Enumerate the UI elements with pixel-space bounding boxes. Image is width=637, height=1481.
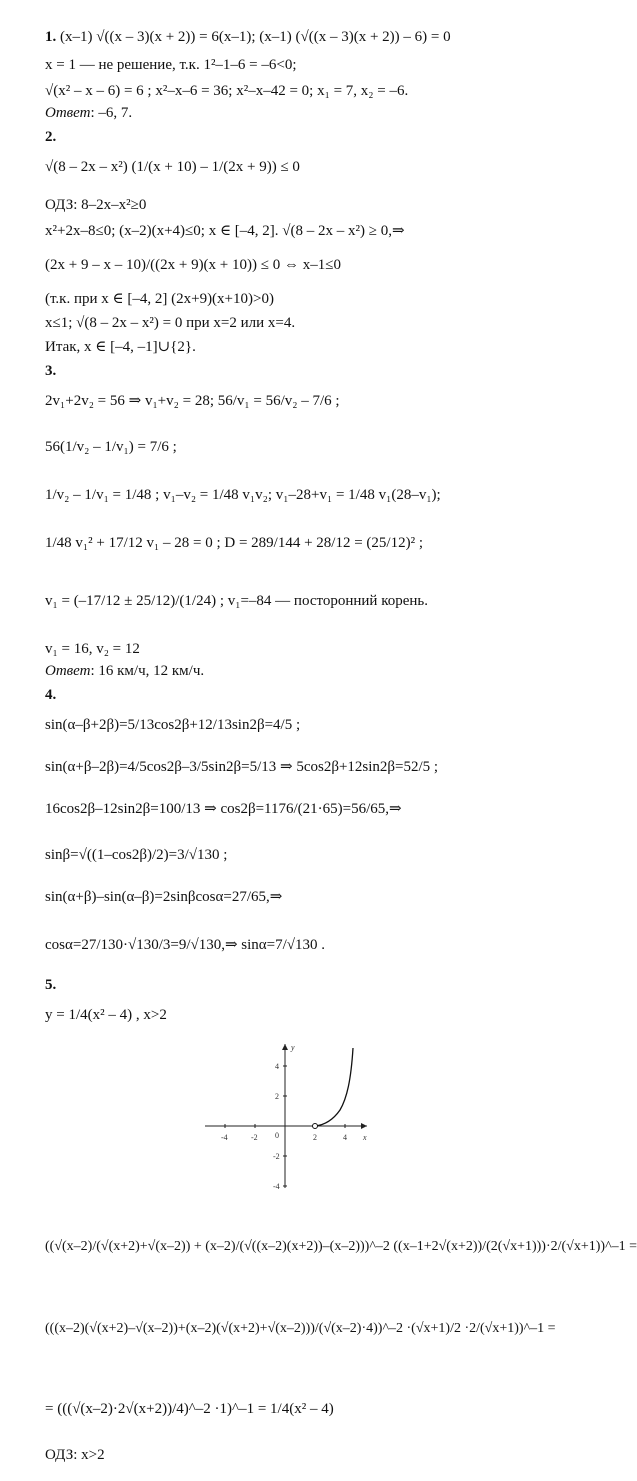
x-axis-label: x: [363, 1133, 367, 1142]
y-tick-label: -4: [273, 1182, 280, 1191]
y-tick-label: 4: [275, 1062, 279, 1071]
s5-odz: ОДЗ: x>2: [45, 1447, 105, 1463]
s4-line4: sinβ=√((1–cos2β)/2)=3/√130 ;: [45, 847, 228, 863]
s1-answer-label: Ответ: [45, 105, 91, 121]
s3-number: 3.: [45, 363, 57, 379]
s2-line5: (т.к. при x ∈ [–4, 2] (2x+9)(x+10)>0): [45, 291, 274, 307]
s4-line5: sin(α+β)–sin(α–β)=2sinβcosα=27/65,⇒: [45, 889, 283, 905]
s1-answer-line: [45, 104, 132, 122]
s3-answer: : 16 км/ч, 12 км/ч.: [90, 663, 205, 679]
s5-expression-1: ((√(x–2)/(√(x+2)+√(x–2)) + (x–2)/(√((x–2)(x+2))–(x–2)))^–2 ((x–1+2√(x+2))/(2(√x+1)))·2/(√x+1))^–1 =: [45, 1239, 637, 1254]
s4-line6: cosα=27/130·√130/3=9/√130,⇒ sinα=7/√130 .: [45, 937, 326, 953]
s5-expression-2: (((x–2)(√(x+2)–√(x–2))+(x–2)(√(x+2)+√(x–2)))/(√(x–2)·4))^–2 ·(√x+1)/2 ·2/(√x+1))^–1 =: [45, 1321, 556, 1336]
s1-line1: [45, 28, 451, 46]
s5-function: y = 1/4(x² – 4) , x>2: [45, 1007, 167, 1023]
s4-line1: sin(α–β+2β)=5/13cos2β+12/13sin2β=4/5 ;: [45, 717, 301, 733]
s3-line2: 56(1/v₂ – 1/v₁) = 7/6 ;: [45, 439, 177, 455]
s5-number: 5.: [45, 977, 57, 993]
origin-label: 0: [275, 1131, 279, 1140]
s2-line6: x≤1; √(8 – 2x – x²) = 0 при x=2 или x=4.: [45, 315, 296, 331]
function-curve: [315, 1048, 353, 1126]
s3-answer-line: [45, 662, 204, 680]
s1-number: 1.: [45, 29, 57, 45]
open-point: [313, 1124, 318, 1129]
s4-line2: sin(α+β–2β)=4/5cos2β–3/5sin2β=5/13 ⇒ 5cos2β+12sin2β=52/5 ;: [45, 759, 439, 775]
s1-line3: √(x² – x – 6) = 6 ; x²–x–6 = 36; x²–x–42 = 0; x₁ = 7, x₂ = –6.: [45, 83, 409, 99]
s1-answer: : –6, 7.: [90, 105, 133, 121]
s3-line6: v₁ = 16, v₂ = 12: [45, 641, 140, 657]
s2-inequality: √(8 – 2x – x²) (1/(x + 10) – 1/(2x + 9)) ≤ 0: [45, 159, 300, 175]
y-axis-label: y: [291, 1043, 295, 1052]
x-tick-label: -4: [221, 1133, 228, 1142]
s2-line4: (2x + 9 – x – 10)/((2x + 9)(x + 10)) ≤ 0 ⇔ x–1≤0: [45, 257, 341, 273]
s1-line2: x = 1 — не решение, т.к. 1²–1–6 = –6<0;: [45, 57, 297, 73]
s1-equation: (x–1) √((x – 3)(x + 2)) = 6(x–1); (x–1) (√((x – 3)(x + 2)) – 6) = 0: [60, 29, 451, 45]
s3-line4: 1/48 v₁² + 17/12 v₁ – 28 = 0 ; D = 289/144 + 28/12 = (25/12)² ;: [45, 535, 423, 551]
s3-line3: 1/v₂ – 1/v₁ = 1/48 ; v₁–v₂ = 1/48 v₁v₂; v₁–28+v₁ = 1/48 v₁(28–v₁);: [45, 487, 441, 503]
s2-number: 2.: [45, 129, 57, 145]
s5-expression-3: = (((√(x–2)·2√(x+2))/4)^–2 ·1)^–1 = 1/4(x² – 4): [45, 1401, 334, 1417]
x-axis-arrow: [361, 1123, 367, 1129]
s4-line3: 16cos2β–12sin2β=100/13 ⇒ cos2β=1176/(21·65)=56/65,⇒: [45, 801, 402, 817]
s3-answer-label: Ответ: [45, 663, 91, 679]
y-tick-label: 2: [275, 1092, 279, 1101]
s3-line1: 2v₁+2v₂ = 56 ⇒ v₁+v₂ = 28; 56/v₁ = 56/v₂ – 7/6 ;: [45, 393, 340, 409]
s4-number: 4.: [45, 687, 57, 703]
y-tick-label: -2: [273, 1152, 280, 1161]
x-tick-label: -2: [251, 1133, 258, 1142]
s2-line3: x²+2x–8≤0; (x–2)(x+4)≤0; x ∈ [–4, 2]. √(8 – 2x – x²) ≥ 0,⇒: [45, 223, 405, 239]
s3-line5: v₁ = (–17/12 ± 25/12)/(1/24) ; v₁=–84 — посторонний корень.: [45, 593, 429, 609]
s2-odz: ОДЗ: 8–2x–x²≥0: [45, 197, 147, 213]
x-tick-label: 2: [313, 1133, 317, 1142]
y-axis-arrow: [282, 1044, 288, 1050]
function-graph: [195, 1040, 375, 1190]
s2-line7: Итак, x ∈ [–4, –1]∪{2}.: [45, 339, 196, 355]
x-tick-label: 4: [343, 1133, 347, 1142]
